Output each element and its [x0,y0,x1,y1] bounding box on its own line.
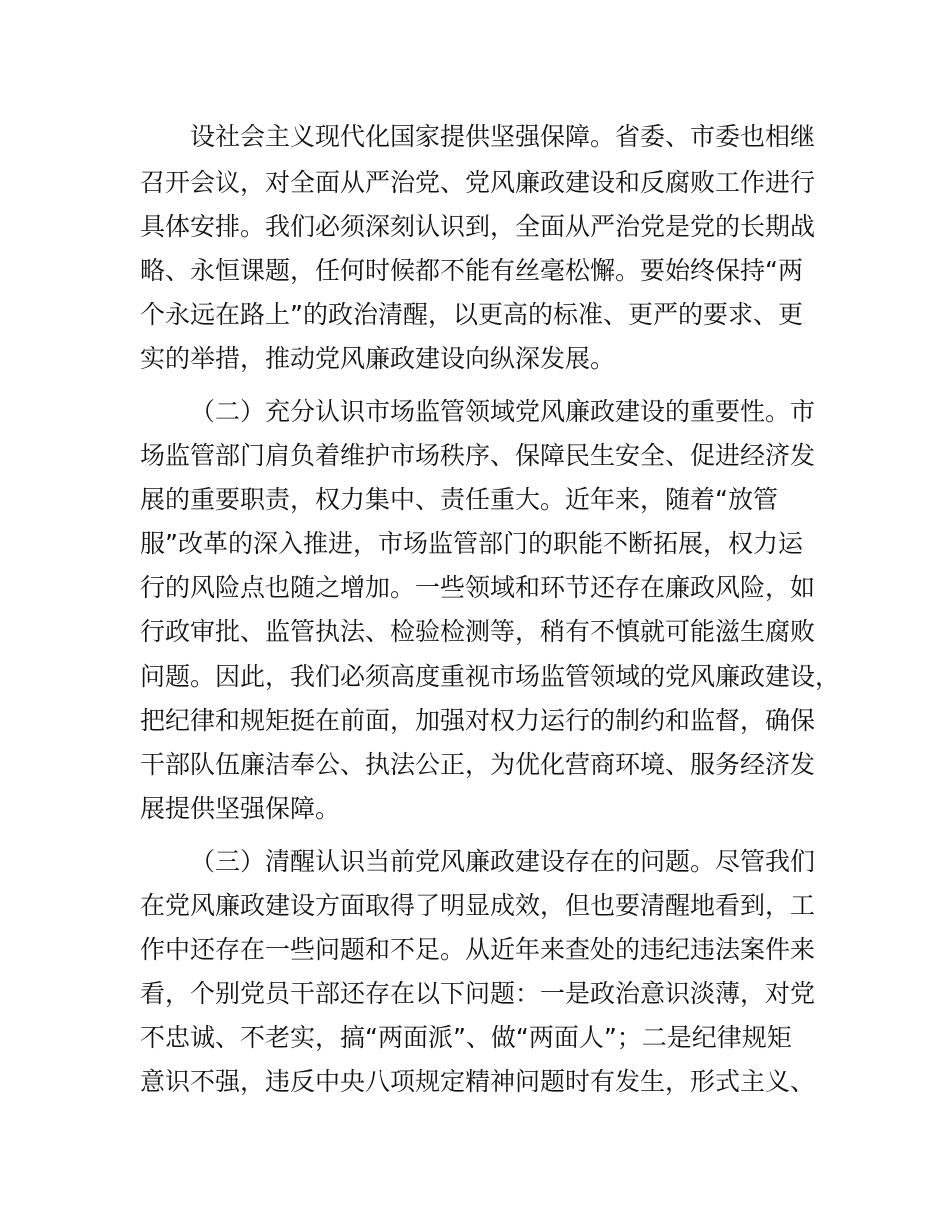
text-line: 在党风廉政建设方面取得了明显成效，但也要清醒地看到，工 [140,891,816,920]
text-line: 展的重要职责，权力集中、责任重大。近年来，随着“放管 [140,485,778,514]
text-line: 具体安排。我们必须深刻认识到，全面从严治党是党的长期战 [140,212,816,241]
text-line: 看，个别党员干部还存在以下问题：一是政治意识淡薄，对党 [140,979,816,1008]
text-line: 召开会议，对全面从严治党、党风廉政建设和反腐败工作进行 [140,168,816,197]
text-line: 干部队伍廉洁奉公、执法公正，为优化营商环境、服务经济发 [140,750,816,779]
text-line: 意识不强，违反中央八项规定精神问题时有发生，形式主义、 [140,1067,816,1096]
section-heading-line: （三）清醒认识当前党风廉政建设存在的问题。尽管我们 [190,847,816,876]
text-line: 实的举措，推动党风廉政建设向纵深发展。 [140,344,616,373]
text-line: 服”改革的深入推进，市场监管部门的职能不断拓展，权力运 [140,529,803,558]
section-heading-line: （二）充分认识市场监管领域党风廉政建设的重要性。市 [190,397,816,426]
text-line: 展提供坚强保障。 [140,794,341,823]
text-line: 设社会主义现代化国家提供坚强保障。省委、市委也相继 [190,122,816,151]
text-line: 把纪律和规矩挺在前面，加强对权力运行的制约和监督，确保 [140,706,816,735]
text-line: 行政审批、监管执法、检验检测等，稍有不慎就可能滋生腐败 [140,617,816,646]
text-line: 问题。因此，我们必须高度重视市场监管领域的党风廉政建设， [140,662,841,691]
text-line: 不忠诚、不老实，搞“两面派”、做“两面人”；二是纪律规矩 [140,1023,792,1052]
text-line: 场监管部门肩负着维护市场秩序、保障民生安全、促进经济发 [140,441,816,470]
text-line: 作中还存在一些问题和不足。从近年来查处的违纪违法案件来 [140,935,816,964]
text-line: 个永远在路上”的政治清醒，以更高的标准、更严的要求、更 [140,300,803,329]
text-line: 行的风险点也随之增加。一些领域和环节还存在廉政风险，如 [140,573,816,602]
text-line: 略、永恒课题，任何时候都不能有丝毫松懈。要始终保持“两 [140,256,803,285]
